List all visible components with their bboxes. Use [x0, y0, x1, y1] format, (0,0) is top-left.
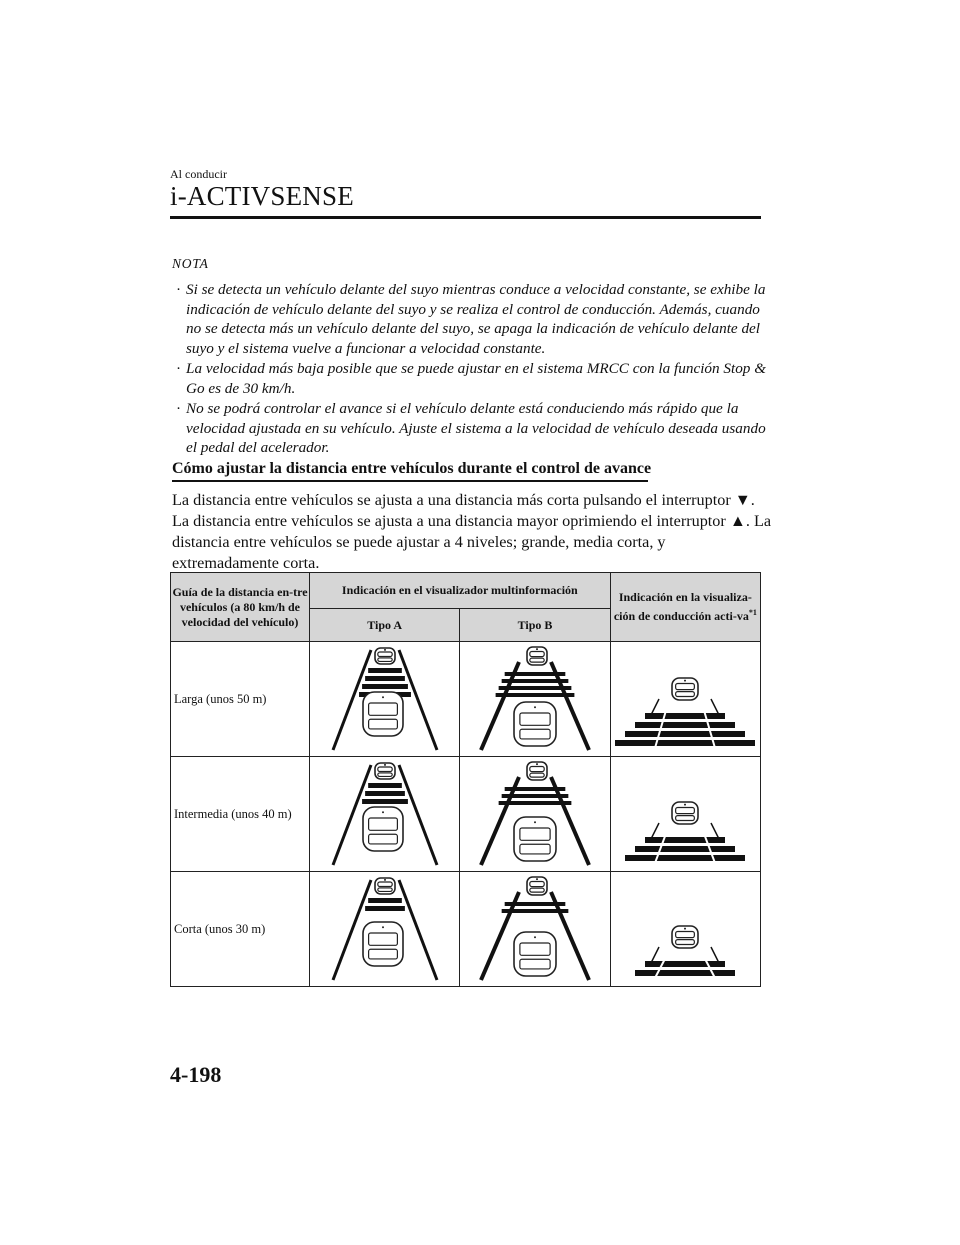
lane-edge-left	[651, 699, 659, 715]
header-type-b: Tipo B	[460, 609, 610, 642]
own-vehicle-icon	[514, 817, 556, 861]
page-title: i-ACTIVSENSE	[170, 181, 354, 211]
table-row	[171, 872, 761, 987]
note-item: · La velocidad más baja posible que se puede ajustar en el sistema MRCC con la función Stop & Go es de 30 km/h.	[176, 359, 766, 398]
section-subheading: Cómo ajustar la distancia entre vehículos durante el control de avance	[172, 460, 652, 477]
distance-bar	[365, 791, 405, 796]
distance-bar	[615, 740, 755, 746]
distance-bar	[496, 693, 575, 697]
type-a-illustration	[310, 872, 460, 987]
distance-bar	[502, 679, 569, 683]
row-label-intermedia: Intermedia (unos 40 m)	[171, 757, 310, 872]
header-type-a: Tipo A	[310, 609, 460, 642]
distance-bar	[635, 846, 735, 852]
own-vehicle-icon	[363, 807, 403, 851]
type-a-illustration	[310, 757, 460, 872]
type-b-illustration	[460, 642, 610, 757]
active-display-illustration	[610, 757, 760, 872]
lane-line-right	[399, 880, 437, 980]
row-label-larga: Larga (unos 50 m)	[171, 642, 310, 757]
lead-vehicle-icon	[672, 926, 698, 948]
active-display-illustration	[610, 872, 760, 987]
lane-edge-left	[651, 947, 659, 963]
own-vehicle-icon	[363, 922, 403, 966]
table-row	[171, 642, 761, 757]
lead-vehicle-icon	[527, 877, 547, 895]
own-vehicle-icon	[514, 702, 556, 746]
distance-bar	[645, 713, 725, 719]
lead-vehicle-icon	[527, 647, 547, 665]
distance-bar	[505, 672, 566, 676]
distance-bar	[368, 783, 402, 788]
type-b-illustration	[460, 872, 610, 987]
lead-vehicle-icon	[672, 678, 698, 700]
subheading-underline	[172, 480, 648, 482]
active-display-illustration	[610, 642, 760, 757]
distance-bar	[365, 676, 405, 681]
page-number: 4-198	[170, 1062, 222, 1087]
distance-bar	[505, 902, 566, 906]
table-row	[171, 757, 761, 872]
header-active-text: Indicación en la visualiza-ción de conducción acti-va	[613, 590, 752, 623]
lead-vehicle-icon	[527, 762, 547, 780]
distance-bar	[499, 686, 572, 690]
distance-bar	[635, 970, 735, 976]
header-multi-display: Indicación en el visualizador multinformación	[310, 573, 611, 609]
note-heading: NOTA	[172, 256, 209, 271]
type-a-illustration	[310, 642, 460, 757]
lead-vehicle-icon	[672, 802, 698, 824]
lead-vehicle-icon	[375, 878, 395, 894]
note-list	[176, 280, 766, 459]
lead-vehicle-icon	[375, 763, 395, 779]
distance-bar	[505, 787, 566, 791]
lane-edge-right	[711, 699, 719, 715]
header-active-display	[610, 573, 760, 642]
distance-bar	[502, 909, 569, 913]
header-guide: Guía de la distancia en-tre vehículos (a 80 km/h de velocidad del vehículo)	[171, 573, 310, 642]
row-label-corta: Corta (unos 30 m)	[171, 872, 310, 987]
type-b-illustration	[460, 757, 610, 872]
distance-table	[170, 572, 761, 987]
distance-bar	[362, 684, 408, 689]
distance-bar	[368, 898, 402, 903]
distance-bar	[368, 668, 402, 673]
note-item: · No se podrá controlar el avance si el vehículo delante está conduciendo más rápido que la velocidad ajustada en su vehículo. Ajuste el sistema a la velocidad de vehículo deseada usando el pedal del acelerador.	[176, 399, 766, 458]
distance-bar	[645, 837, 725, 843]
lane-line-right	[399, 650, 437, 750]
own-vehicle-icon	[363, 692, 403, 736]
distance-bar	[635, 722, 735, 728]
distance-bar	[502, 794, 569, 798]
distance-bar	[645, 961, 725, 967]
own-vehicle-icon	[514, 932, 556, 976]
distance-bar	[362, 799, 408, 804]
lane-edge-right	[711, 823, 719, 839]
lane-line-right	[399, 765, 437, 865]
lead-vehicle-icon	[375, 648, 395, 664]
footnote-marker: *1	[748, 608, 757, 617]
section-label: Al conducir	[170, 167, 227, 181]
lane-edge-right	[711, 947, 719, 963]
body-paragraph: La distancia entre vehículos se ajusta a una distancia más corta pulsando el interruptor ▼. La distancia entre vehículos se ajusta a una distancia mayor oprimiendo el interruptor ▲. La distancia entre vehículos se puede ajustar a 4 niveles; grande, media corta, y extremadamente corta.	[172, 491, 772, 572]
distance-bar	[365, 906, 405, 911]
distance-bar	[625, 731, 745, 737]
lane-edge-left	[651, 823, 659, 839]
distance-bar	[499, 801, 572, 805]
distance-bar	[625, 855, 745, 861]
note-item: · Si se detecta un vehículo delante del suyo mientras conduce a velocidad constante, se exhibe la indicación de vehículo delante del suyo y se realiza el control de conducción. Además, cuando no se detecta más un vehículo delante del suyo, se apaga la indicación de vehículo delante del suyo y el sistema vuelve a funcionar a velocidad constante.	[176, 280, 766, 358]
title-rule	[170, 216, 761, 219]
